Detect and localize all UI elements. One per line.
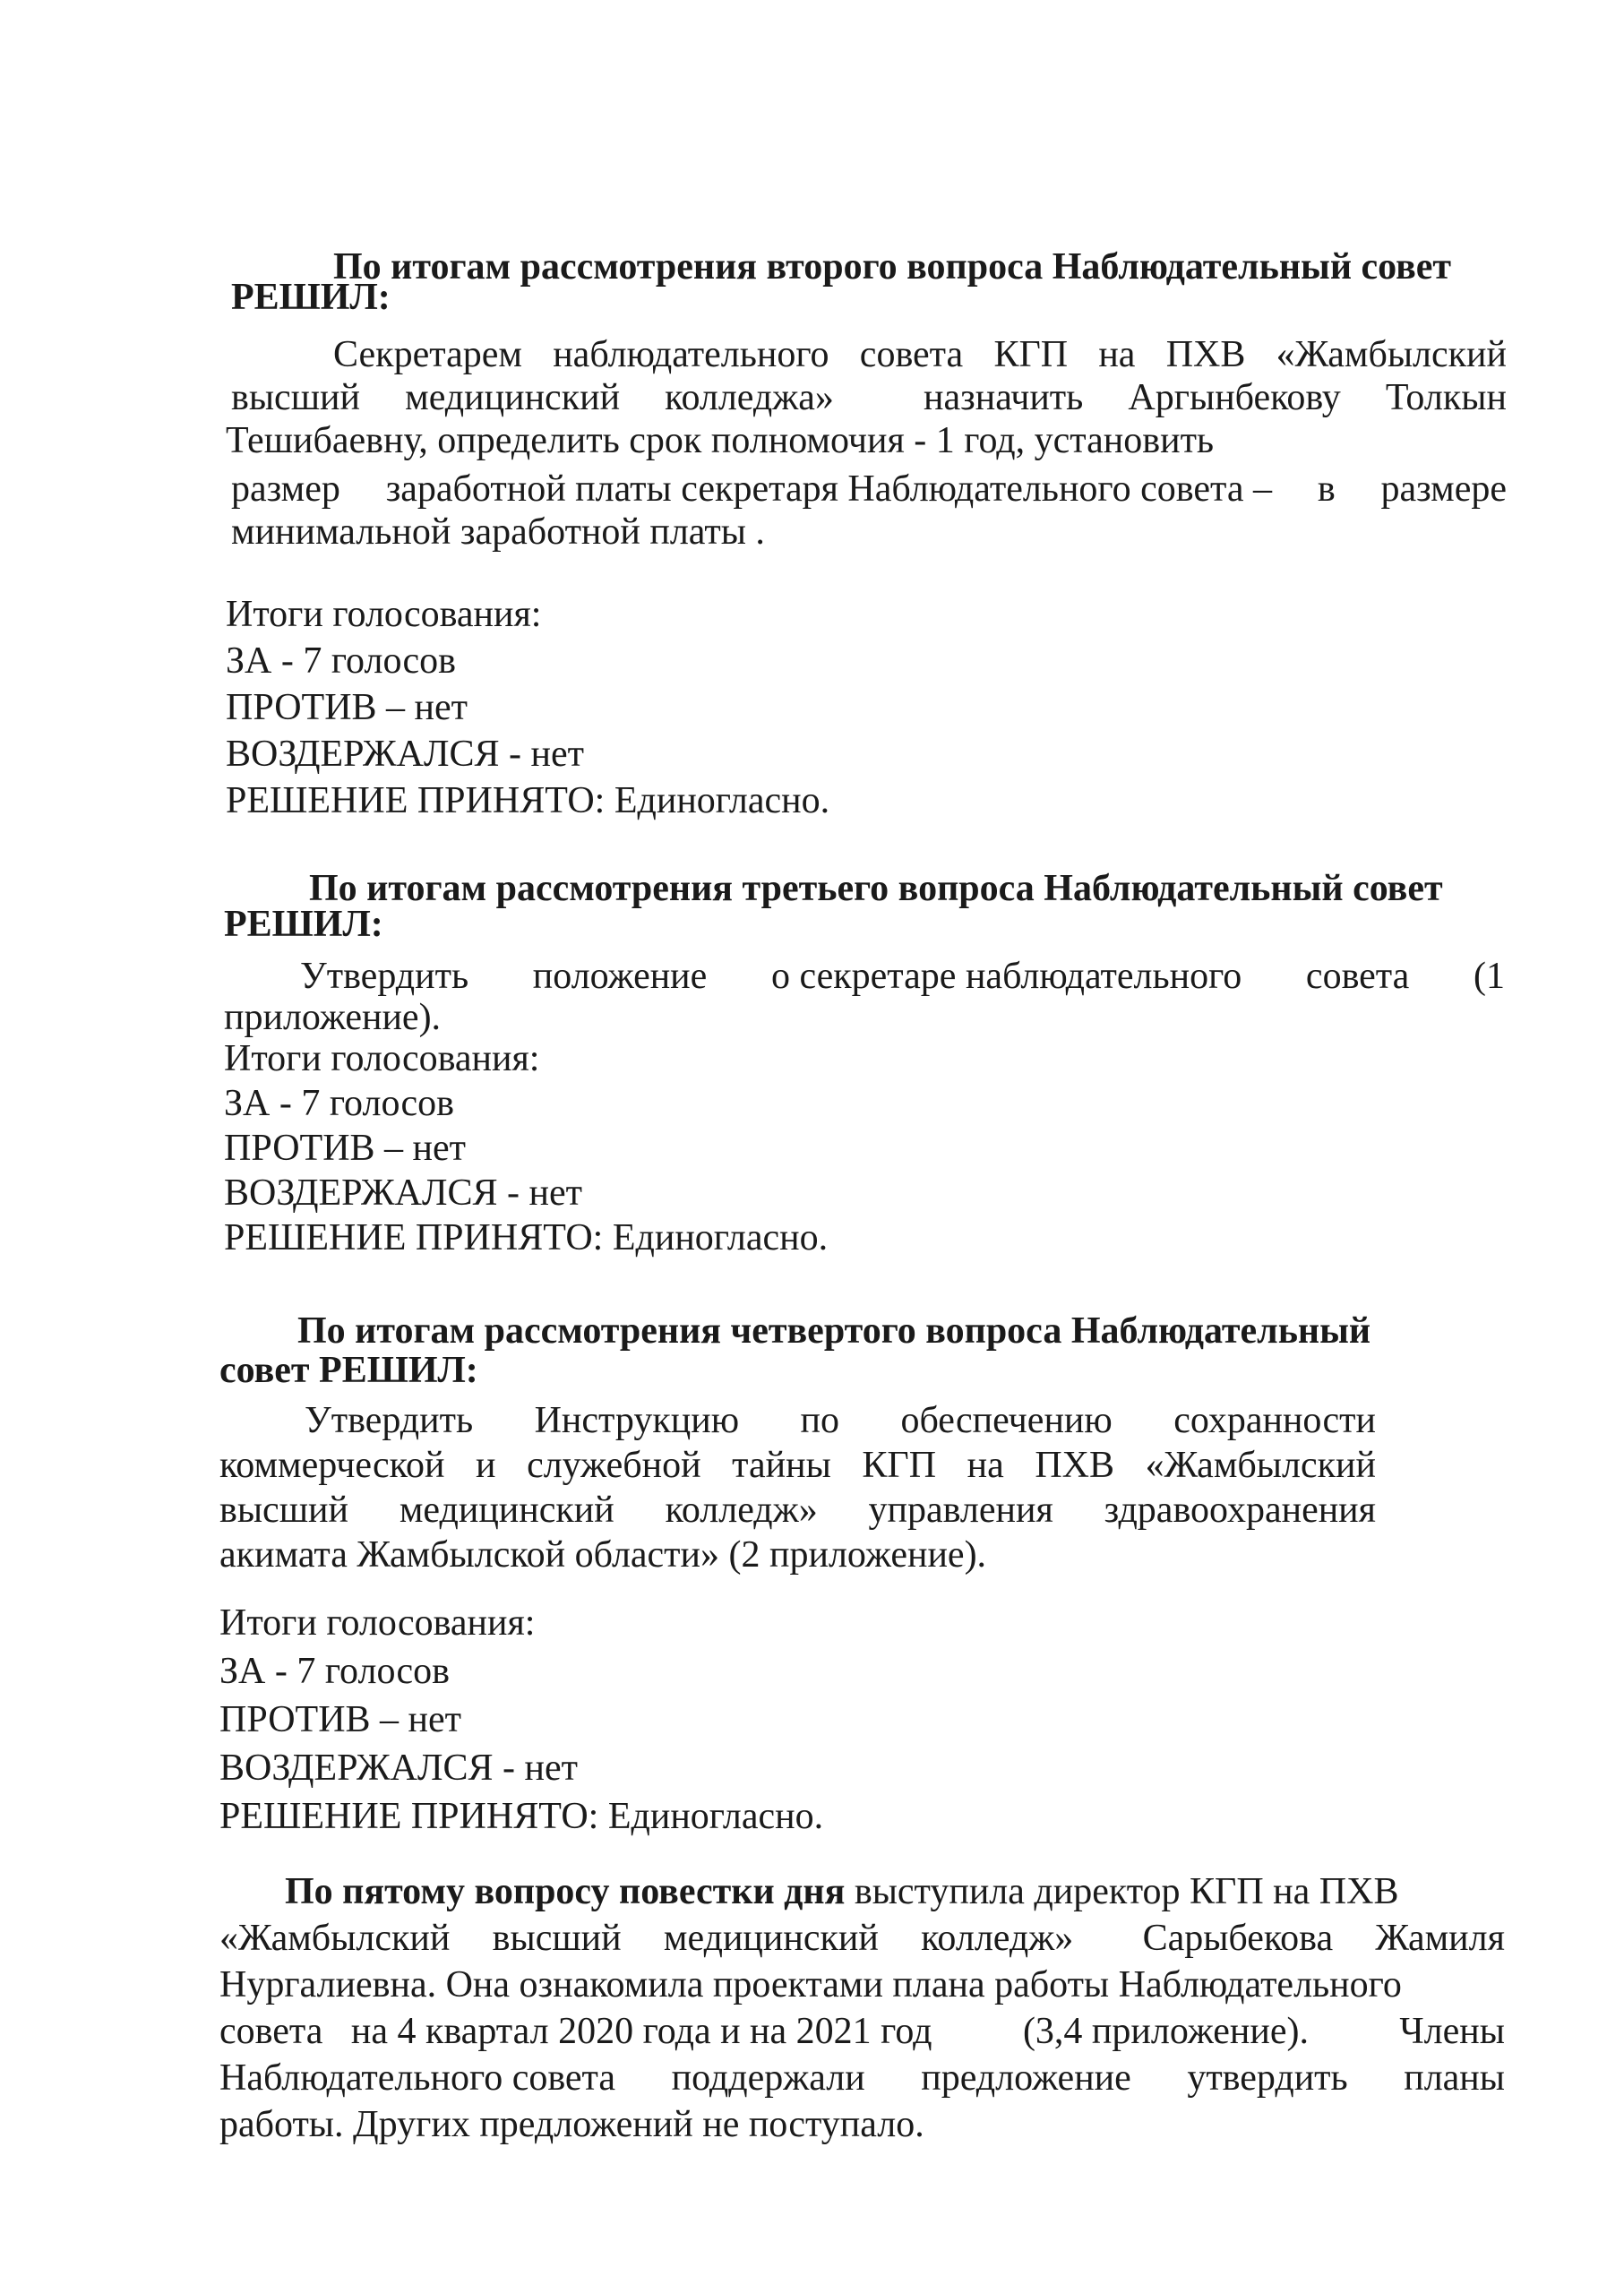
section-4-text-line-2: коммерческой и служебной тайны КГП на ПХВ «Жамбылский [219, 1445, 1376, 1486]
section-2-vote-result: РЕШЕНИЕ ПРИНЯТО: Единогласно. [226, 780, 830, 821]
section-2-vote-abstain: ВОЗДЕРЖАЛСЯ - нет [226, 734, 584, 775]
section-3-vote-result: РЕШЕНИЕ ПРИНЯТО: Единогласно. [224, 1217, 829, 1258]
section-2-vote-title: Итоги голосования: [226, 594, 542, 635]
section-3-text-line-2: приложение). [224, 997, 442, 1038]
section-2-vote-for: ЗА - 7 голосов [226, 640, 456, 682]
section-4-text-line-1: Утвердить Инструкцию по обеспечению сохранности [305, 1400, 1376, 1441]
section-4-heading: По итогам рассмотрения четвертого вопроса Наблюдательный [297, 1310, 1371, 1352]
section-4-vote-against: ПРОТИВ – нет [219, 1699, 462, 1740]
section-3-heading: По итогам рассмотрения третьего вопроса Наблюдательный совет [309, 868, 1443, 909]
section-3-vote-title: Итоги голосования: [224, 1038, 540, 1079]
section-2-text-line-3: Тешибаевну, определить срок полномочия - 1 год, установить [226, 420, 1215, 461]
section-2-text-line-1: Секретарем наблюдательного совета КГП на ПХВ «Жамбылский [333, 334, 1507, 375]
section-4-vote-for: ЗА - 7 голосов [219, 1651, 450, 1692]
section-5-line-3: Нургалиевна. Она ознакомила проектами плана работы Наблюдательного [219, 1964, 1402, 2005]
section-3-vote-against: ПРОТИВ – нет [224, 1128, 467, 1169]
section-3-vote-for: ЗА - 7 голосов [224, 1083, 454, 1124]
section-4-decision: совет РЕШИЛ: [219, 1350, 478, 1391]
section-4-vote-title: Итоги голосования: [219, 1602, 536, 1644]
section-5-line-4: совета на 4 квартал 2020 года и на 2021 год (3,4 приложение). Члены [219, 2011, 1505, 2052]
section-5-line-1 [285, 1868, 1398, 1915]
section-2-text-line-2: высший медицинский колледжа» назначить Аргынбекову Толкын [231, 377, 1507, 418]
section-4-text-line-3: высший медицинский колледж» управления здравоохранения [219, 1490, 1376, 1531]
section-5-agenda-bold: По пятому вопросу повестки дня [285, 1871, 846, 1912]
section-4-text-line-4: акимата Жамбылской области» (2 приложение). [219, 1534, 987, 1576]
section-4-vote-abstain: ВОЗДЕРЖАЛСЯ - нет [219, 1748, 578, 1789]
section-3-vote-abstain: ВОЗДЕРЖАЛСЯ - нет [224, 1172, 582, 1214]
section-2-heading: По итогам рассмотрения второго вопроса Наблюдательный совет [333, 246, 1452, 288]
section-2-text-line-4: размер заработной платы секретаря Наблюдательного совета – в размере [231, 468, 1507, 510]
section-2-text-line-5: минимальной заработной платы . [231, 511, 765, 553]
section-2-vote-against: ПРОТИВ – нет [226, 687, 468, 728]
section-2-decision: РЕШИЛ: [231, 277, 391, 318]
section-5-line-5: Наблюдательного совета поддержали предложение утвердить планы [219, 2057, 1505, 2099]
section-3-text-line-1: Утвердить положение о секретаре наблюдательного совета (1 [300, 956, 1505, 997]
section-4-vote-result: РЕШЕНИЕ ПРИНЯТО: Единогласно. [219, 1796, 824, 1837]
section-5-line-6: работы. Других предложений не поступало. [219, 2104, 924, 2145]
section-5-line-2: «Жамбылский высший медицинский колледж» Сарыбекова Жамиля [219, 1918, 1505, 1959]
section-5-agenda-rest: выступила директор КГП на ПХВ [845, 1871, 1399, 1912]
section-3-decision: РЕШИЛ: [224, 904, 383, 945]
